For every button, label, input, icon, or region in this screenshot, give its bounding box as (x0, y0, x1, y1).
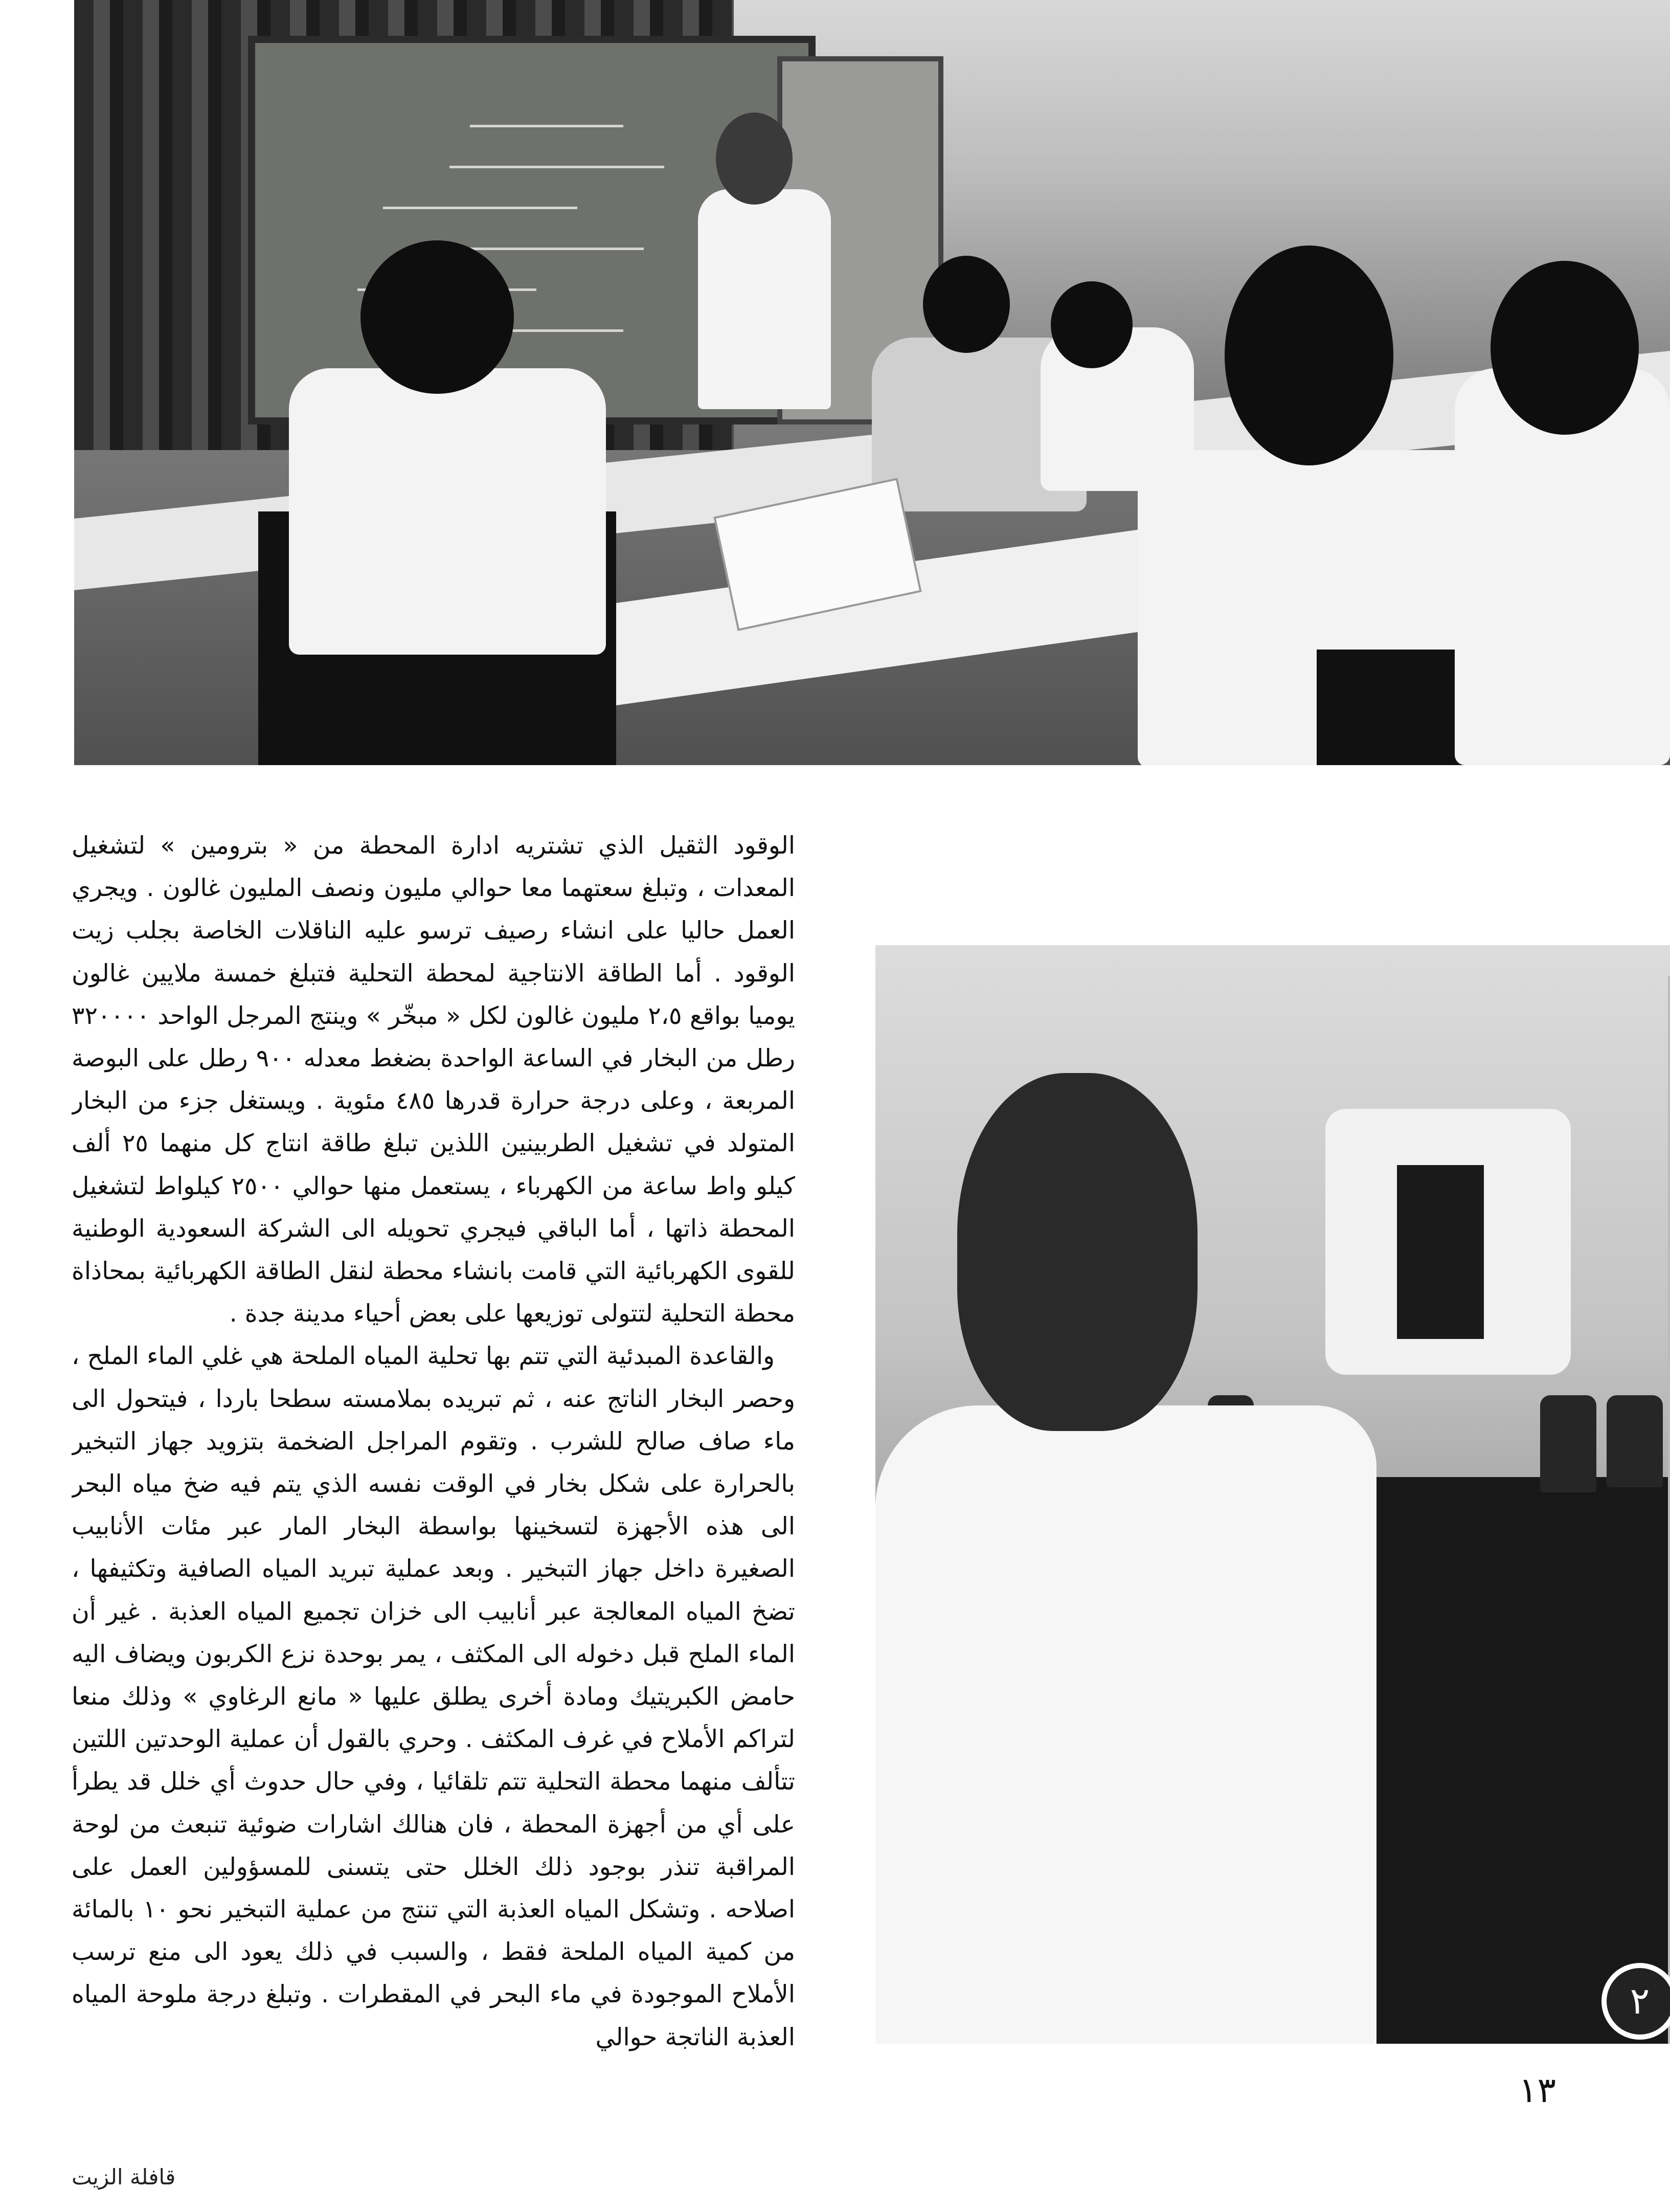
student-head (923, 256, 1010, 353)
student-head (1225, 245, 1393, 465)
article-text (72, 824, 795, 2062)
bottle (1607, 1395, 1663, 1487)
chemist-head (957, 1073, 1198, 1431)
classroom-photo (74, 0, 1670, 765)
student-head (1051, 281, 1133, 368)
laboratory-photo (875, 945, 1670, 2044)
lab-coat (875, 1405, 1376, 2044)
student-shirt (289, 368, 606, 655)
paragraph: الوقود الثقيل الذي تشتريه ادارة المحطة من « بترومين » لتشغيل المعدات ، وتبلغ سعتهما معا حوالي مليون ونصف المليون غالون . ويجري العمل حاليا على انشاء رصيف ترسو عليه الناقلات الخاصة بجلب زيت الوقود . أما الطاقة الانتاجية لمحطة التحلية فتبلغ خمسة ملايين غالون يوميا بواقع ٢،٥ مليون غالون لكل « مبخّر » وينتج المرجل الواحد ٣٢٠٠٠٠ رطل من البخار في الساعة الواحدة بضغط معدله ٩٠٠ رطل على البوصة المربعة ، وعلى درجة حرارة قدرها ٤٨٥ مئوية . ويستغل جزء من البخار المتولد في تشغيل الطربينين اللذين تبلغ طاقة انتاج كل منهما ٢٥ ألف كيلو واط ساعة من الكهرباء ، يستعمل منها حوالي ٢٥٠٠ كيلواط لتشغيل المحطة ذاتها ، أما الباقي فيجري تحويله الى الشركة السعودية الوطنية للقوى الكهربائية التي قامت بانشاء محطة لنقل الطاقة الكهربائية بمحاذاة محطة التحلية لتتولى توزيعها على بعض أحياء مدينة جدة . (72, 832, 795, 1328)
photo-number: ٢ (1630, 1979, 1650, 2022)
magazine-name: قافلة الزيت (72, 2164, 176, 2189)
burette-stand (1668, 976, 1670, 2044)
paragraph: والقاعدة المبدئية التي تتم بها تحلية المياه الملحة هي غلي الماء الملح ، وحصر البخار الناتج عنه ، ثم تبريده بملامسته سطحا باردا ، فيتحول الى ماء صاف صالح للشرب . وتقوم المراجل الضخمة بتزويد جهاز التبخير بالحرارة على شكل بخار في الوقت نفسه الذي يتم فيه ضخ مياه البحر الى هذه الأجهزة لتسخينها بواسطة البخار المار عبر مئات الأنابيب الصغيرة داخل جهاز التبخير . وبعد عملية تبريد المياه الصافية وتكثيفها ، تضخ المياه المعالجة عبر أنابيب الى خزان تجميع المياه العذبة . غير أن الماء الملح قبل دخوله الى المكثف ، يمر بوحدة نزع الكربون ويضاف اليه حامض الكبريتيك ومادة أخرى يطلق عليها « مانع الرغاوي » وذلك منعا لتراكم الأملاح في غرف المكثف . وحري بالقول أن عملية الوحدتين اللتين تتألف منهما محطة التحلية تتم تلقائيا ، وفي حال حدوث أي خلل قد يطرأ على أي من أجهزة المحطة ، فان هنالك اشارات ضوئية تنبعث من لوحة المراقبة تنذر بوجود ذلك الخلل حتى يتسنى للمسؤولين العمل على اصلاحه . وتشكل المياه العذبة التي تنتج من عملية التبخير نحو ١٠ بالمائة من كمية المياه الملحة فقط ، والسبب في ذلك يعود الى منع ترسب الأملاح الموجودة في ماء البحر في المقطرات . وتبلغ درجة ملوحة المياه العذبة الناتجة حوالي (72, 1342, 795, 2051)
student-head (1491, 261, 1639, 435)
student-head (360, 240, 514, 394)
bottle (1540, 1395, 1596, 1492)
page-number: ١٣ (1519, 2070, 1556, 2111)
teacher-head (716, 113, 793, 205)
teacher (698, 189, 831, 409)
control-panel (1397, 1165, 1484, 1339)
